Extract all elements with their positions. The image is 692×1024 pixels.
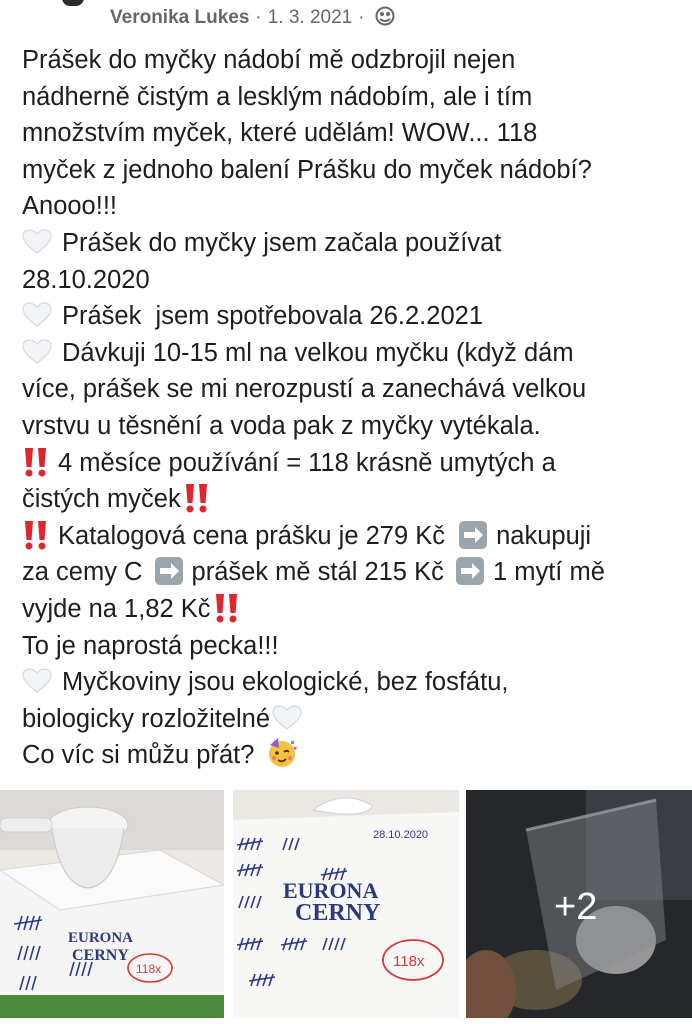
post-line xyxy=(22,737,682,774)
post-line: nádherně čistým a lesklým nádobím, ale i tím xyxy=(22,82,533,111)
post-line: Prášek do myčky nádobí mě odzbrojil nejen xyxy=(22,46,516,74)
post-line xyxy=(22,225,682,262)
post-line xyxy=(22,518,682,555)
photo-box-with-cup xyxy=(0,790,224,1018)
white-heart-icon xyxy=(22,668,52,694)
post-line-text: Myčkoviny jsou ekologické, bez fosfátu, xyxy=(62,668,509,697)
white-heart-icon xyxy=(22,339,52,365)
white-heart-icon xyxy=(272,705,302,731)
globe-icon[interactable] xyxy=(375,6,395,32)
post-line xyxy=(22,701,682,738)
post-date[interactable]: 1. 3. 2021 xyxy=(267,7,353,28)
white-heart-icon xyxy=(22,302,52,328)
post-line-text: Co víc si můžu přát? xyxy=(22,741,255,770)
post-line-text: čistých myček xyxy=(22,485,181,514)
post-line: množstvím myček, které udělám! WOW... 118 xyxy=(22,119,538,148)
post-line xyxy=(22,554,682,591)
post-line-text: prášek mě stál 215 Kč xyxy=(191,558,444,587)
post-meta xyxy=(110,6,395,32)
post-line-text: Prášek do myčky jsem začala používat xyxy=(62,228,502,257)
post-line: více, prášek se mi nerozpustí a zanechává velkou xyxy=(22,375,587,404)
post-line xyxy=(22,481,682,518)
photo-grid xyxy=(0,790,692,1024)
right-arrow-icon xyxy=(455,556,485,597)
post-line: vrstvu u těsnění a voda pak z myčky vytékala. xyxy=(22,411,541,440)
post-line-text: vyjde na 1,82 Kč xyxy=(22,594,211,623)
lid-brand-2: CERNY xyxy=(295,900,381,926)
lid-brand-1: EURONA xyxy=(283,878,379,903)
photo-thumbnail[interactable] xyxy=(0,790,224,1018)
white-heart-icon xyxy=(22,229,52,255)
photo-thumbnail-more[interactable] xyxy=(466,790,692,1018)
box-brand-2: CERNY xyxy=(72,947,129,964)
post-line-text: za cemy C xyxy=(22,558,143,587)
post-line xyxy=(22,335,682,372)
post-line-text: 1 mytí mě xyxy=(492,558,605,587)
post-line-text: biologicky rozložitelné xyxy=(22,704,271,733)
meta-separator: · xyxy=(255,7,262,28)
lid-count: 118x xyxy=(393,953,425,970)
post-line-text: Katalogová cena prášku je 279 Kč xyxy=(58,521,446,550)
post-line xyxy=(22,298,682,335)
box-brand-1: EURONA xyxy=(68,930,134,946)
post-line: myček z jednoho balení Prášku do myček nádobí? xyxy=(22,155,592,184)
post-line-text: 4 měsíce používání = 118 krásně umytých a xyxy=(58,448,556,477)
meta-separator-2: · xyxy=(358,7,365,28)
post-line xyxy=(22,591,682,628)
post-line: Anooo!!! xyxy=(22,192,117,221)
post-line: 28.10.2020 xyxy=(22,265,150,294)
post-line xyxy=(22,664,682,701)
photo-thumbnail[interactable] xyxy=(233,790,459,1018)
avatar[interactable] xyxy=(62,0,84,6)
post-line: To je naprostá pecka!!! xyxy=(22,631,279,660)
post-header xyxy=(0,0,692,36)
photo-box-lid xyxy=(233,790,459,1018)
author-name[interactable]: Veronika Lukes xyxy=(110,7,250,28)
post-line-text: Prášek jsem spotřebovala 26.2.2021 xyxy=(62,302,483,331)
post-line-text: nakupuji xyxy=(496,521,592,550)
lid-date: 28.10.2020 xyxy=(373,829,429,841)
more-photos-count[interactable]: +2 xyxy=(554,886,598,928)
partying-face-icon xyxy=(266,737,298,780)
post-line xyxy=(22,445,682,482)
post-body xyxy=(22,42,682,774)
box-count-1: 118x xyxy=(136,962,162,976)
post-line-text: Dávkuji 10-15 ml na velkou myčku (když dám xyxy=(62,338,574,367)
